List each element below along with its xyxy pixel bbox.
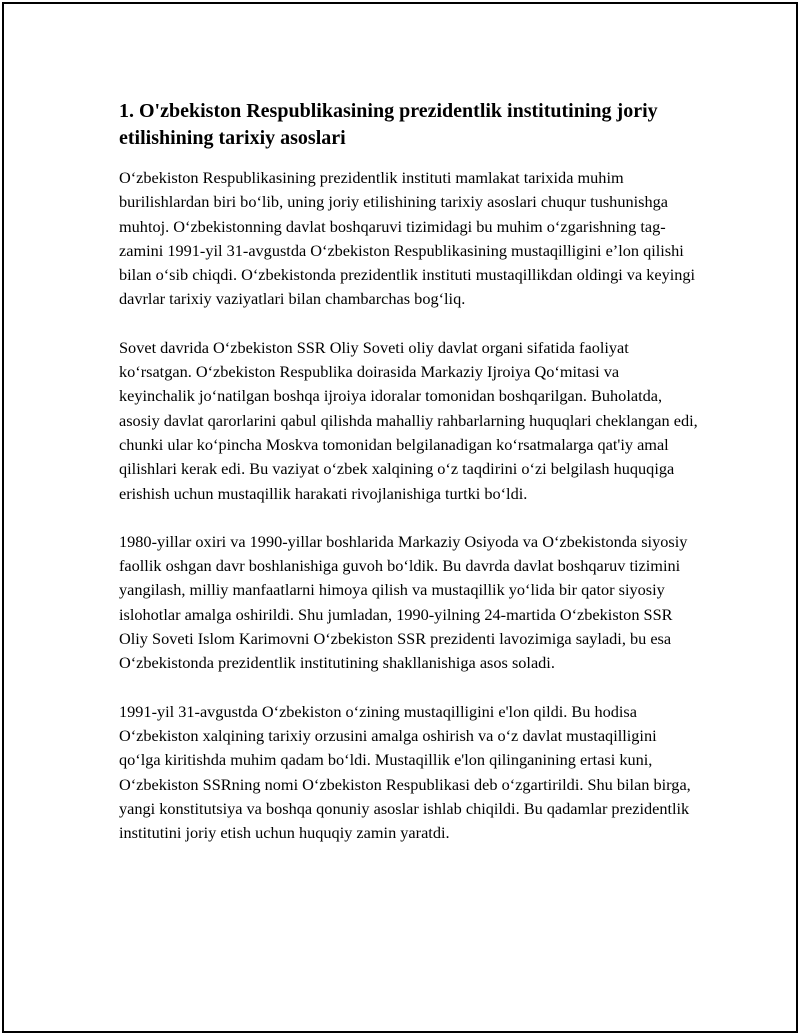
- page-frame: [2, 2, 798, 1033]
- paragraph-1: O‘zbekiston Respublikasining prezidentlik instituti mamlakat tarixida muhim burilishlardan biri bo‘lib, uning joriy etilishining tarixiy asoslari chuqur tushunishga muhtoj. O‘zbekistonning davlat boshqaruvi tizimidagi bu muhim o‘zgarishning tag-zamini 1991-yil 31-avgustda O‘zbekiston Respublikasining mustaqilligini e’lon qilishi bilan o‘sib chiqdi. O‘zbekistonda prezidentlik instituti mustaqillikdan oldingi va keyingi davrlar tarixiy vaziyatlari bilan chambarchas bog‘liq.: [119, 168, 696, 309]
- paragraph-3: 1980-yillar oxiri va 1990-yillar boshlarida Markaziy Osiyoda va O‘zbekistonda siyosiy faollik oshgan davr boshlanishiga guvoh bo‘ldik. Bu davrda davlat boshqaruv tizimini yangilash, milliy manfaatlarni himoya qilish va mustaqillik yo‘lida bir qator siyosiy islohotlar amalga oshirildi. Shu jumladan, 1990-yilning 24-martida O‘zbekiston SSR Oliy Soveti Islom Karimovni O‘zbekiston SSR prezidenti lavozimiga sayladi, bu esa O‘zbekistonda prezidentlik institutining shakllanishiga asos soladi.: [119, 531, 688, 673]
- document-body: [119, 98, 699, 869]
- section-heading: 1. O'zbekiston Respublikasining prezidentlik institutining joriy etilishining tarixiy asoslari: [119, 100, 658, 149]
- paragraph-2: Sovet davrida O‘zbekiston SSR Oliy Soveti oliy davlat organi sifatida faoliyat ko‘rsatgan. O‘zbekiston Respublika doirasida Markaziy Ijroiya Qo‘mitasi va keyinchalik jo‘natilgan boshqa ijroiya idoralar tomonidan boshqarilgan. Buholatda, asosiy davlat qarorlarini qabul qilishda mahalliy rahbarlarning huquqlari cheklangan edi, chunki ular ko‘pincha Moskva tomonidan belgilanadigan ko‘rsatmalarga qat'iy amal qilishlari kerak edi. Bu vaziyat o‘zbek xalqining o‘z taqdirini o‘zi belgilash huquqiga erishish uchun mustaqillik harakati rivojlanishiga turtki bo‘ldi.: [119, 337, 698, 503]
- paragraph-4: 1991-yil 31-avgustda O‘zbekiston o‘zining mustaqilligini e'lon qildi. Bu hodisa O‘zbekiston xalqining tarixiy orzusini amalga oshirish va o‘z davlat mustaqilligini qo‘lga kiritishda muhim qadam bo‘ldi. Mustaqillik e'lon qilinganining ertasi kuni, O‘zbekiston SSRning nomi O‘zbekiston Respublikasi deb o‘zgartirildi. Shu bilan birga, yangi konstitutsiya va boshqa qonuniy asoslar ishlab chiqildi. Bu qadamlar prezidentlik institutini joriy etish uchun huquqiy zamin yaratdi.: [119, 701, 691, 843]
